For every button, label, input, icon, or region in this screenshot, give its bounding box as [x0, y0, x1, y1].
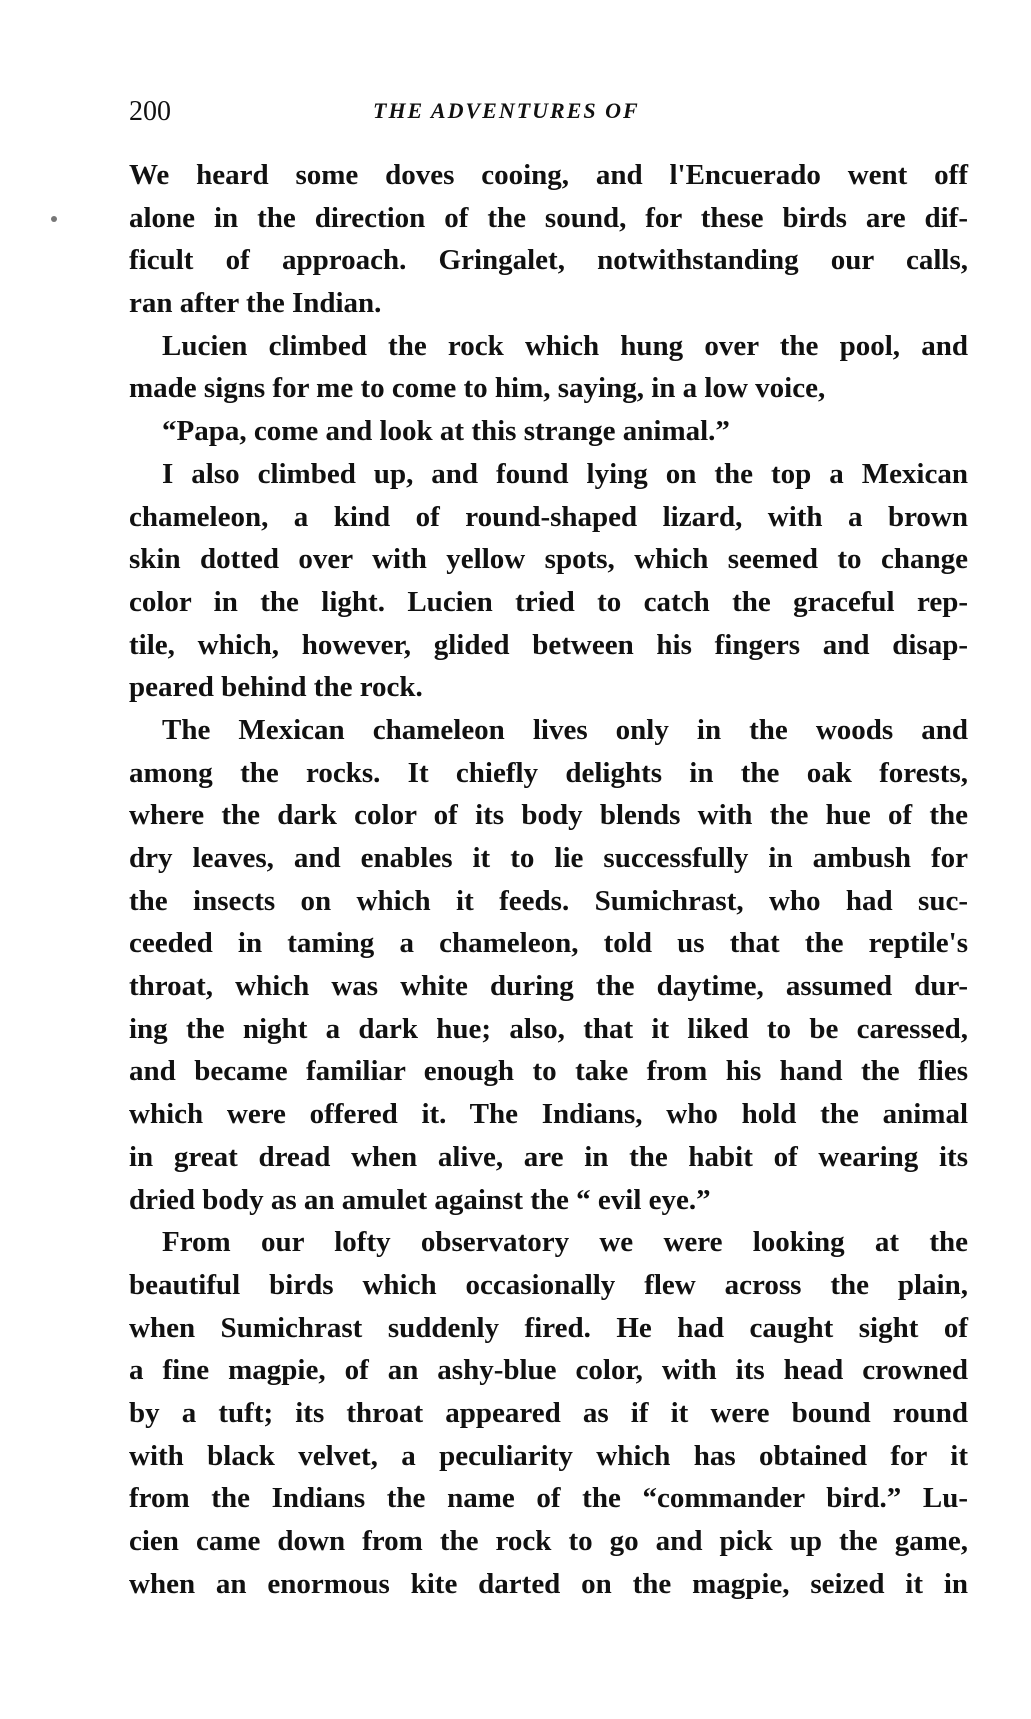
text-line: ran after the Indian. [129, 287, 382, 320]
text-line: by a tuft; its throat appeared as if it were bound round [129, 1396, 968, 1429]
scan-speck [51, 216, 57, 222]
text-line: peared behind the rock. [129, 671, 423, 704]
running-title: THE ADVENTURES OF [373, 98, 640, 123]
text-line: where the dark color of its body blends with the hue of the [129, 799, 968, 832]
text-line: in great dread when alive, are in the habit of wearing its [129, 1140, 968, 1173]
text-line: which were offered it. The Indians, who hold the animal [129, 1098, 968, 1131]
text-line: and became familiar enough to take from his hand the flies [129, 1055, 968, 1088]
text-line: We heard some doves cooing, and l'Encuerado went off [129, 159, 968, 191]
text-line: among the rocks. It chiefly delights in the oak forests, [129, 756, 968, 789]
paragraph [129, 1221, 968, 1605]
text-line: cien came down from the rock to go and pick up the game, [129, 1525, 968, 1557]
page-header [129, 96, 968, 136]
paragraph [129, 154, 968, 325]
text-line: skin dotted over with yellow spots, which seemed to change [129, 543, 968, 576]
text-line: Lucien climbed the rock which hung over the pool, and [162, 329, 968, 362]
text-line: “Papa, come and look at this strange animal.” [162, 415, 730, 448]
text-line: I also climbed up, and found lying on the top a Mexican [162, 457, 968, 490]
text-line: ficult of approach. Gringalet, notwithstanding our calls, [129, 244, 968, 277]
text-line: throat, which was white during the daytime, assumed dur- [129, 970, 968, 1003]
text-line: tile, which, however, glided between his fingers and disap- [129, 628, 968, 661]
text-line: chameleon, a kind of round-shaped lizard, with a brown [129, 500, 968, 533]
text-line: the insects on which it feeds. Sumichrast, who had suc- [129, 884, 968, 917]
text-line: from the Indians the name of the “commander bird.” Lu- [129, 1482, 968, 1515]
text-line: with black velvet, a peculiarity which has obtained for it [129, 1439, 968, 1472]
text-line: From our lofty observatory we were looking at the [162, 1226, 968, 1259]
text-line: ceeded in taming a chameleon, told us that the reptile's [129, 927, 968, 960]
text-line: alone in the direction of the sound, for these birds are dif- [129, 201, 968, 234]
text-line: color in the light. Lucien tried to catch the graceful rep- [129, 585, 968, 618]
page-number: 200 [129, 96, 171, 127]
text-line: when an enormous kite darted on the magpie, seized it in [129, 1567, 968, 1600]
paragraph [129, 453, 968, 709]
page-body [129, 154, 968, 1605]
text-line: dry leaves, and enables it to lie successfully in ambush for [129, 842, 968, 874]
paragraph [129, 410, 968, 453]
text-line: beautiful birds which occasionally flew across the plain, [129, 1268, 968, 1301]
paragraph [129, 709, 968, 1221]
text-line: ing the night a dark hue; also, that it liked to be caressed, [129, 1012, 968, 1045]
text-line: a fine magpie, of an ashy-blue color, with its head crowned [129, 1354, 968, 1387]
text-line: The Mexican chameleon lives only in the woods and [162, 713, 968, 746]
text-line: dried body as an amulet against the “ evil eye.” [129, 1183, 711, 1216]
text-line: made signs for me to come to him, saying, in a low voice, [129, 372, 826, 405]
paragraph [129, 325, 968, 410]
text-line: when Sumichrast suddenly fired. He had caught sight of [129, 1311, 968, 1344]
